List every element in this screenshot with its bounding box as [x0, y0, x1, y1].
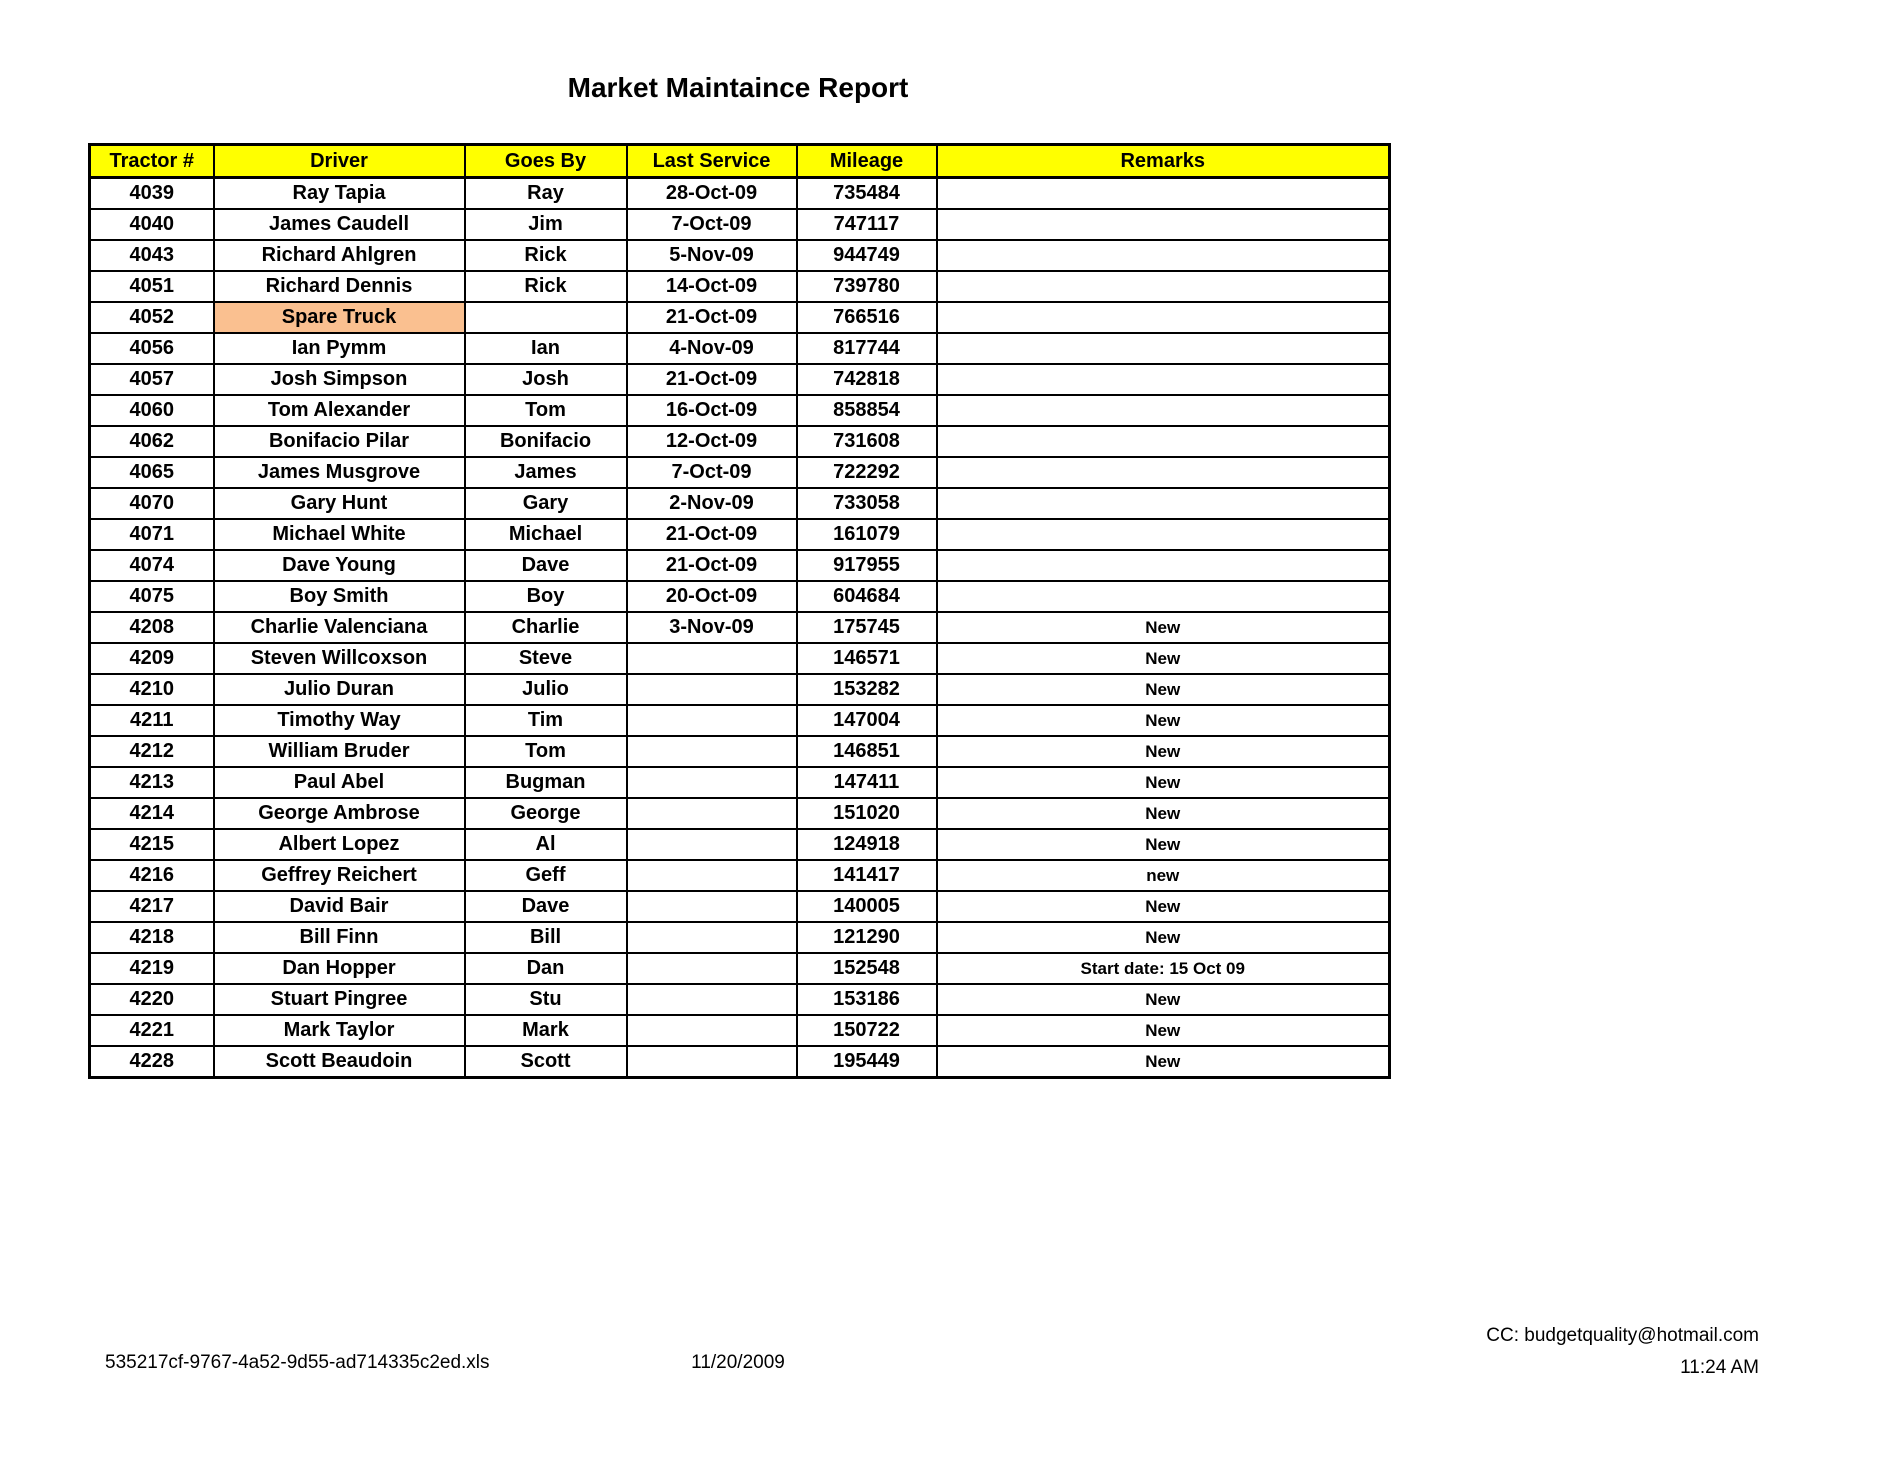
cell-remarks — [937, 209, 1390, 240]
cell-tractor: 4210 — [90, 674, 214, 705]
cell-remarks: New — [937, 736, 1390, 767]
cell-mileage: 739780 — [797, 271, 937, 302]
cell-tractor: 4075 — [90, 581, 214, 612]
cell-tractor: 4209 — [90, 643, 214, 674]
table-row — [90, 798, 1390, 829]
cell-remarks — [937, 178, 1390, 210]
cell-mileage: 604684 — [797, 581, 937, 612]
cell-goes-by: Josh — [465, 364, 627, 395]
table-row — [90, 829, 1390, 860]
cell-remarks — [937, 581, 1390, 612]
cell-last-service — [627, 984, 797, 1015]
cell-goes-by: Dan — [465, 953, 627, 984]
cell-goes-by: Steve — [465, 643, 627, 674]
table-row — [90, 550, 1390, 581]
cell-mileage: 817744 — [797, 333, 937, 364]
cell-remarks — [937, 333, 1390, 364]
cell-mileage: 140005 — [797, 891, 937, 922]
cell-mileage: 150722 — [797, 1015, 937, 1046]
cell-driver: Dan Hopper — [214, 953, 465, 984]
cell-mileage: 733058 — [797, 488, 937, 519]
cell-goes-by: Michael — [465, 519, 627, 550]
cell-last-service: 21-Oct-09 — [627, 519, 797, 550]
cell-goes-by: Geff — [465, 860, 627, 891]
cell-mileage: 141417 — [797, 860, 937, 891]
cell-tractor: 4216 — [90, 860, 214, 891]
cell-last-service: 7-Oct-09 — [627, 457, 797, 488]
cell-tractor: 4074 — [90, 550, 214, 581]
table-row — [90, 984, 1390, 1015]
cell-remarks — [937, 395, 1390, 426]
cell-mileage: 175745 — [797, 612, 937, 643]
cell-tractor: 4060 — [90, 395, 214, 426]
column-header-mileage: Mileage — [797, 145, 937, 178]
cell-last-service: 28-Oct-09 — [627, 178, 797, 210]
cell-mileage: 944749 — [797, 240, 937, 271]
table-row — [90, 922, 1390, 953]
column-header-goes-by: Goes By — [465, 145, 627, 178]
cell-goes-by: Bonifacio — [465, 426, 627, 457]
cell-remarks — [937, 550, 1390, 581]
table-row — [90, 302, 1390, 333]
cell-mileage: 161079 — [797, 519, 937, 550]
cell-tractor: 4217 — [90, 891, 214, 922]
cell-last-service — [627, 1046, 797, 1078]
table-body — [90, 178, 1390, 1078]
cell-tractor: 4071 — [90, 519, 214, 550]
cell-mileage: 153282 — [797, 674, 937, 705]
cell-remarks: New — [937, 798, 1390, 829]
cell-goes-by: Rick — [465, 271, 627, 302]
table-row — [90, 612, 1390, 643]
cell-remarks: New — [937, 891, 1390, 922]
cell-last-service: 14-Oct-09 — [627, 271, 797, 302]
cell-last-service: 16-Oct-09 — [627, 395, 797, 426]
cell-goes-by: Charlie — [465, 612, 627, 643]
cell-mileage: 731608 — [797, 426, 937, 457]
cell-mileage: 195449 — [797, 1046, 937, 1078]
table-row — [90, 860, 1390, 891]
cell-remarks — [937, 457, 1390, 488]
cell-goes-by: Boy — [465, 581, 627, 612]
cell-driver: Josh Simpson — [214, 364, 465, 395]
table-row — [90, 953, 1390, 984]
cell-goes-by: Scott — [465, 1046, 627, 1078]
cell-last-service: 3-Nov-09 — [627, 612, 797, 643]
cell-driver: David Bair — [214, 891, 465, 922]
table-row — [90, 240, 1390, 271]
footer-time: 11:24 AM — [1680, 1357, 1759, 1378]
cell-last-service — [627, 736, 797, 767]
cell-last-service — [627, 891, 797, 922]
footer-filename: 535217cf-9767-4a52-9d55-ad714335c2ed.xls — [105, 1352, 490, 1373]
cell-goes-by: Dave — [465, 550, 627, 581]
cell-mileage: 147004 — [797, 705, 937, 736]
cell-driver: Ian Pymm — [214, 333, 465, 364]
table-row — [90, 457, 1390, 488]
table-row — [90, 705, 1390, 736]
table-row — [90, 767, 1390, 798]
table-row — [90, 581, 1390, 612]
column-header-tractor: Tractor # — [90, 145, 214, 178]
cell-goes-by: Mark — [465, 1015, 627, 1046]
cell-driver: James Musgrove — [214, 457, 465, 488]
cell-tractor: 4208 — [90, 612, 214, 643]
table-row — [90, 519, 1390, 550]
cell-driver: Geffrey Reichert — [214, 860, 465, 891]
cell-mileage: 147411 — [797, 767, 937, 798]
cell-driver: Spare Truck — [214, 302, 465, 333]
table-row — [90, 271, 1390, 302]
table-row — [90, 488, 1390, 519]
cell-goes-by: Tim — [465, 705, 627, 736]
cell-last-service: 21-Oct-09 — [627, 550, 797, 581]
cell-remarks — [937, 240, 1390, 271]
cell-tractor: 4213 — [90, 767, 214, 798]
cell-remarks: New — [937, 767, 1390, 798]
table-row — [90, 333, 1390, 364]
cell-tractor: 4221 — [90, 1015, 214, 1046]
cell-remarks: New — [937, 922, 1390, 953]
cell-remarks — [937, 271, 1390, 302]
table-row — [90, 891, 1390, 922]
cell-remarks — [937, 302, 1390, 333]
cell-last-service — [627, 674, 797, 705]
cell-goes-by: Jim — [465, 209, 627, 240]
cell-driver: Steven Willcoxson — [214, 643, 465, 674]
cell-driver: William Bruder — [214, 736, 465, 767]
cell-last-service — [627, 798, 797, 829]
cell-last-service — [627, 922, 797, 953]
cell-goes-by: Tom — [465, 736, 627, 767]
cell-driver: George Ambrose — [214, 798, 465, 829]
cell-goes-by: Bill — [465, 922, 627, 953]
cell-driver: Albert Lopez — [214, 829, 465, 860]
cell-tractor: 4228 — [90, 1046, 214, 1078]
cell-last-service — [627, 953, 797, 984]
cell-tractor: 4051 — [90, 271, 214, 302]
cell-goes-by: Tom — [465, 395, 627, 426]
cell-remarks — [937, 364, 1390, 395]
cell-remarks: New — [937, 674, 1390, 705]
cell-last-service: 4-Nov-09 — [627, 333, 797, 364]
column-header-remarks: Remarks — [937, 145, 1390, 178]
table-row — [90, 209, 1390, 240]
cell-remarks: New — [937, 1046, 1390, 1078]
cell-last-service: 20-Oct-09 — [627, 581, 797, 612]
header-row — [90, 145, 1390, 178]
table-row — [90, 426, 1390, 457]
cell-driver: Gary Hunt — [214, 488, 465, 519]
cell-driver: Bonifacio Pilar — [214, 426, 465, 457]
cell-remarks: New — [937, 1015, 1390, 1046]
cell-tractor: 4218 — [90, 922, 214, 953]
cell-mileage: 152548 — [797, 953, 937, 984]
cell-mileage: 858854 — [797, 395, 937, 426]
cell-driver: Richard Dennis — [214, 271, 465, 302]
cell-mileage: 747117 — [797, 209, 937, 240]
cell-mileage: 766516 — [797, 302, 937, 333]
cell-mileage: 917955 — [797, 550, 937, 581]
cell-last-service — [627, 1015, 797, 1046]
cell-tractor: 4039 — [90, 178, 214, 210]
cell-last-service — [627, 767, 797, 798]
cell-driver: Boy Smith — [214, 581, 465, 612]
table-row — [90, 395, 1390, 426]
cell-last-service: 21-Oct-09 — [627, 302, 797, 333]
cell-driver: Timothy Way — [214, 705, 465, 736]
cell-goes-by: James — [465, 457, 627, 488]
cell-remarks: New — [937, 705, 1390, 736]
cell-driver: Bill Finn — [214, 922, 465, 953]
cell-remarks: New — [937, 984, 1390, 1015]
table-row — [90, 178, 1390, 210]
cell-tractor: 4043 — [90, 240, 214, 271]
cell-tractor: 4215 — [90, 829, 214, 860]
cell-last-service — [627, 829, 797, 860]
cell-driver: James Caudell — [214, 209, 465, 240]
table-row — [90, 736, 1390, 767]
cell-goes-by: Dave — [465, 891, 627, 922]
footer-right-block — [1486, 1320, 1759, 1384]
cell-tractor: 4052 — [90, 302, 214, 333]
cell-goes-by: Bugman — [465, 767, 627, 798]
cell-driver: Scott Beaudoin — [214, 1046, 465, 1078]
cell-driver: Julio Duran — [214, 674, 465, 705]
cell-goes-by: Rick — [465, 240, 627, 271]
cell-remarks: New — [937, 612, 1390, 643]
cell-tractor: 4056 — [90, 333, 214, 364]
cell-driver: Mark Taylor — [214, 1015, 465, 1046]
cell-last-service: 21-Oct-09 — [627, 364, 797, 395]
cell-driver: Stuart Pingree — [214, 984, 465, 1015]
table-row — [90, 1046, 1390, 1078]
cell-last-service: 2-Nov-09 — [627, 488, 797, 519]
cell-last-service — [627, 643, 797, 674]
cell-mileage: 151020 — [797, 798, 937, 829]
cell-last-service: 5-Nov-09 — [627, 240, 797, 271]
cell-tractor: 4040 — [90, 209, 214, 240]
cell-remarks: New — [937, 643, 1390, 674]
cell-goes-by: George — [465, 798, 627, 829]
table-row — [90, 643, 1390, 674]
cell-mileage: 735484 — [797, 178, 937, 210]
cell-remarks: Start date: 15 Oct 09 — [937, 953, 1390, 984]
cell-goes-by: Julio — [465, 674, 627, 705]
cell-driver: Charlie Valenciana — [214, 612, 465, 643]
cell-tractor: 4070 — [90, 488, 214, 519]
cell-tractor: 4220 — [90, 984, 214, 1015]
cell-tractor: 4065 — [90, 457, 214, 488]
cell-driver: Richard Ahlgren — [214, 240, 465, 271]
cell-tractor: 4212 — [90, 736, 214, 767]
table-row — [90, 364, 1390, 395]
cell-mileage: 146851 — [797, 736, 937, 767]
cell-tractor: 4211 — [90, 705, 214, 736]
cell-mileage: 146571 — [797, 643, 937, 674]
cell-goes-by: Gary — [465, 488, 627, 519]
cell-remarks — [937, 519, 1390, 550]
cell-goes-by: Ian — [465, 333, 627, 364]
cell-driver: Ray Tapia — [214, 178, 465, 210]
cell-driver: Michael White — [214, 519, 465, 550]
table-row — [90, 674, 1390, 705]
cell-goes-by: Ray — [465, 178, 627, 210]
cell-mileage: 722292 — [797, 457, 937, 488]
cell-mileage: 121290 — [797, 922, 937, 953]
column-header-driver: Driver — [214, 145, 465, 178]
cell-remarks: new — [937, 860, 1390, 891]
footer-date: 11/20/2009 — [691, 1352, 785, 1373]
cell-tractor: 4062 — [90, 426, 214, 457]
cell-mileage: 124918 — [797, 829, 937, 860]
cell-driver: Paul Abel — [214, 767, 465, 798]
cell-tractor: 4214 — [90, 798, 214, 829]
page-title: Market Maintaince Report — [567, 72, 909, 103]
cell-goes-by: Stu — [465, 984, 627, 1015]
footer-cc-email: CC: budgetquality@hotmail.com — [1486, 1325, 1759, 1346]
cell-last-service: 12-Oct-09 — [627, 426, 797, 457]
cell-driver: Tom Alexander — [214, 395, 465, 426]
column-header-last-service: Last Service — [627, 145, 797, 178]
cell-goes-by: Al — [465, 829, 627, 860]
cell-last-service — [627, 860, 797, 891]
cell-driver: Dave Young — [214, 550, 465, 581]
cell-last-service: 7-Oct-09 — [627, 209, 797, 240]
cell-mileage: 153186 — [797, 984, 937, 1015]
cell-tractor: 4057 — [90, 364, 214, 395]
cell-goes-by — [465, 302, 627, 333]
cell-remarks: New — [937, 829, 1390, 860]
maintenance-table — [88, 143, 1391, 1079]
table-row — [90, 1015, 1390, 1046]
cell-remarks — [937, 488, 1390, 519]
cell-tractor: 4219 — [90, 953, 214, 984]
cell-last-service — [627, 705, 797, 736]
cell-remarks — [937, 426, 1390, 457]
cell-mileage: 742818 — [797, 364, 937, 395]
